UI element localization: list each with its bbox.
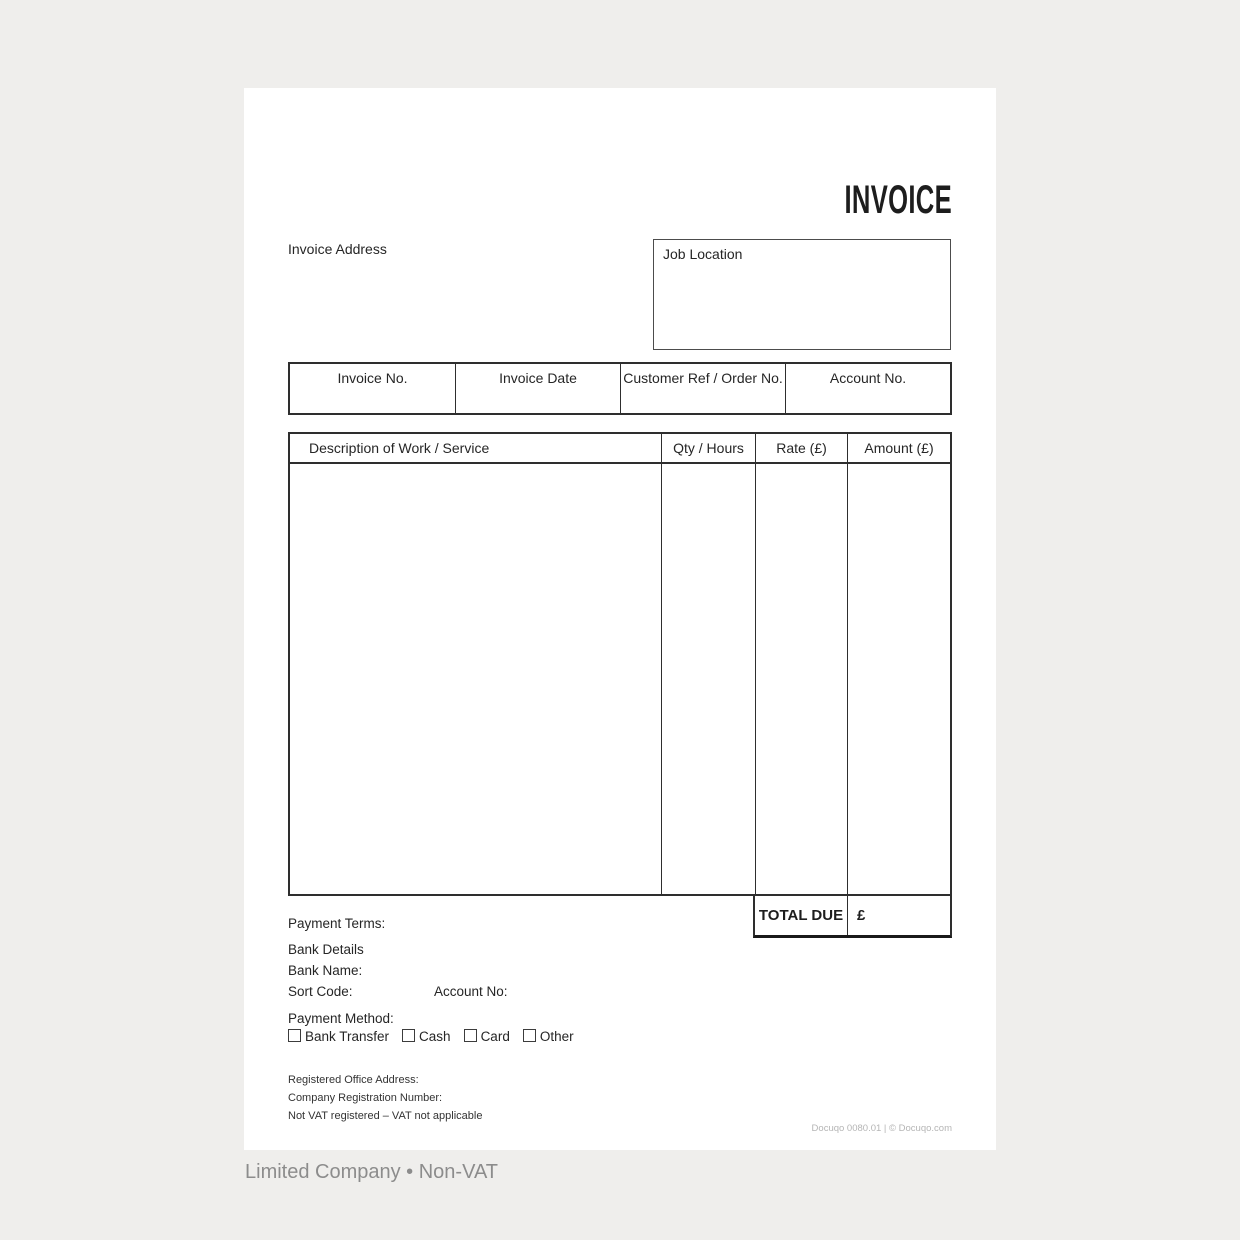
invoice-info-table bbox=[288, 362, 952, 415]
page-title: INVOICE bbox=[844, 178, 952, 222]
description-column-body bbox=[290, 464, 661, 894]
cash-label: Cash bbox=[419, 1029, 451, 1044]
company-registration-label: Company Registration Number: bbox=[288, 1092, 443, 1104]
rate-column-header: Rate (£) bbox=[755, 434, 847, 464]
customer-ref-cell: Customer Ref / Order No. bbox=[620, 364, 785, 413]
invoice-date-cell: Invoice Date bbox=[455, 364, 620, 413]
amount-column-body bbox=[847, 464, 950, 894]
brand-small-print: Docuqo 0080.01 | © Docuqo.com bbox=[811, 1123, 952, 1134]
invoice-page bbox=[244, 88, 996, 1150]
template-caption: Limited Company • Non-VAT bbox=[245, 1161, 499, 1183]
job-location-label: Job Location bbox=[663, 246, 743, 262]
registered-office-label: Registered Office Address: bbox=[288, 1074, 419, 1086]
total-due-amount-cell bbox=[847, 896, 950, 935]
total-due-label: TOTAL DUE bbox=[758, 907, 844, 924]
account-no-label: Account No: bbox=[434, 984, 508, 999]
payment-method-options bbox=[288, 1029, 574, 1044]
payment-method-cash bbox=[402, 1029, 451, 1044]
rate-column-body bbox=[755, 464, 847, 894]
cash-checkbox[interactable] bbox=[402, 1029, 415, 1042]
bank-details-heading: Bank Details bbox=[288, 942, 364, 957]
payment-method-card bbox=[464, 1029, 510, 1044]
payment-method-bank-transfer bbox=[288, 1029, 389, 1044]
bank-transfer-checkbox[interactable] bbox=[288, 1029, 301, 1042]
sort-code-label: Sort Code: bbox=[288, 984, 353, 999]
other-checkbox[interactable] bbox=[523, 1029, 536, 1042]
vat-note: Not VAT registered – VAT not applicable bbox=[288, 1110, 483, 1122]
amount-column-header: Amount (£) bbox=[847, 434, 950, 464]
total-due-row bbox=[753, 896, 952, 938]
account-no-cell: Account No. bbox=[785, 364, 950, 413]
invoice-no-cell: Invoice No. bbox=[337, 370, 408, 386]
payment-method-other bbox=[523, 1029, 574, 1044]
currency-symbol: £ bbox=[857, 907, 866, 924]
job-location-box bbox=[653, 239, 951, 350]
bank-name-label: Bank Name: bbox=[288, 963, 363, 978]
payment-method-label: Payment Method: bbox=[288, 1011, 394, 1026]
description-column-header: Description of Work / Service bbox=[290, 434, 661, 464]
card-checkbox[interactable] bbox=[464, 1029, 477, 1042]
qty-hours-column-body bbox=[661, 464, 755, 894]
work-items-table bbox=[288, 432, 952, 896]
card-label: Card bbox=[480, 1029, 510, 1044]
invoice-address-label: Invoice Address bbox=[288, 241, 387, 257]
other-label: Other bbox=[539, 1029, 574, 1044]
bank-transfer-label: Bank Transfer bbox=[305, 1029, 390, 1044]
payment-terms-label: Payment Terms: bbox=[288, 916, 386, 931]
qty-hours-column-header: Qty / Hours bbox=[661, 434, 755, 464]
